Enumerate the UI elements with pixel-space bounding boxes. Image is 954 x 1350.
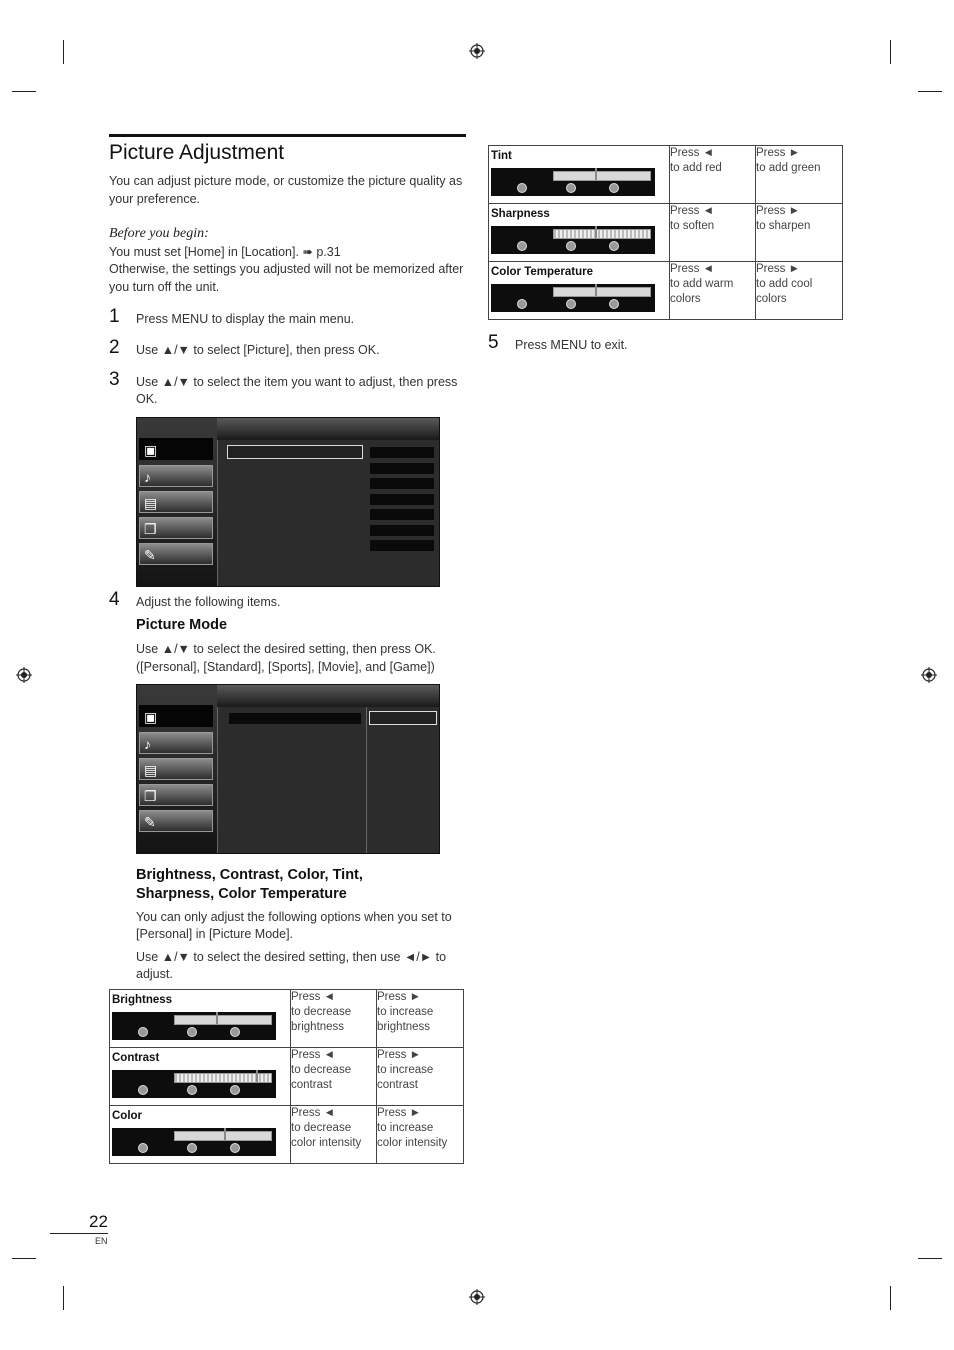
- menu-topbar: [217, 685, 439, 707]
- registration-mark-icon: [469, 1289, 485, 1305]
- sound-icon[interactable]: ♪: [139, 465, 213, 487]
- slider-marker: [224, 1128, 226, 1140]
- increase-instruction: Press ► to increase brightness: [377, 990, 464, 1048]
- slider-bar: [112, 1012, 276, 1040]
- setting-cell: [489, 204, 670, 262]
- menu-divider: [217, 440, 218, 586]
- menu-value-slot: [370, 478, 434, 489]
- menu-value-slot: [370, 540, 434, 551]
- step-number: 4: [109, 589, 120, 610]
- left-button-icon: [517, 183, 527, 193]
- slider-track: [174, 1131, 272, 1141]
- decrease-instruction: Press ◄ to decrease contrast: [291, 1048, 377, 1106]
- decrease-instruction: Press ◄ to decrease color intensity: [291, 1106, 377, 1164]
- before-label: Before you begin:: [109, 226, 209, 241]
- table-row: [489, 204, 843, 262]
- step-text: Use ▲/▼ to select the item you want to adjust, then press OK.: [136, 375, 458, 406]
- picture-mode-heading: Picture Mode: [136, 617, 228, 633]
- table-row: [110, 1048, 464, 1106]
- menu-selected-row[interactable]: [229, 713, 361, 724]
- increase-instruction: Press ► to increase contrast: [377, 1048, 464, 1106]
- left-button-icon: [517, 299, 527, 309]
- picture-icon[interactable]: ▣: [139, 438, 213, 460]
- slider-bar: [112, 1128, 276, 1156]
- slider-bar: [112, 1070, 276, 1098]
- menu-divider: [217, 707, 218, 853]
- setting-cell: [110, 1106, 291, 1164]
- right-button-icon: [230, 1143, 240, 1153]
- right-button-icon: [609, 183, 619, 193]
- adjustment-table-left: [109, 989, 464, 1164]
- ok-button-icon: [187, 1143, 197, 1153]
- increase-instruction: Press ► to increase color intensity: [377, 1106, 464, 1164]
- adjust-text-1: You can only adjust the following options when you set to [Personal] in [Picture Mode].: [136, 910, 452, 941]
- crop-mark: [12, 91, 36, 92]
- setting-cell: [489, 262, 670, 320]
- slider-marker: [216, 1012, 218, 1024]
- right-button-icon: [609, 241, 619, 251]
- menu-value-slot: [370, 494, 434, 505]
- crop-mark: [12, 1258, 36, 1259]
- left-button-icon: [138, 1143, 148, 1153]
- setup-icon[interactable]: ▤: [139, 491, 213, 513]
- setting-cell: [110, 1048, 291, 1106]
- increase-instruction: Press ► to add green: [756, 146, 843, 204]
- picture-mode-text: Use ▲/▼ to select the desired setting, then press OK. ([Personal], [Standard], [Sports], [Movie], and [Game]): [136, 642, 436, 674]
- slider-marker: [595, 226, 597, 238]
- decrease-instruction: Press ◄ to add warm colors: [670, 262, 756, 320]
- slider-marker: [595, 168, 597, 180]
- menu-highlight[interactable]: [227, 445, 363, 459]
- ok-button-icon: [566, 241, 576, 251]
- setup-icon[interactable]: ▤: [139, 758, 213, 780]
- step-text: Press MENU to exit.: [515, 338, 628, 352]
- page-title: Picture Adjustment: [109, 141, 285, 164]
- language-icon[interactable]: ✎: [139, 810, 213, 832]
- menu-screen-picture-mode: [136, 684, 440, 854]
- crop-mark: [918, 91, 942, 92]
- registration-mark-icon: [469, 43, 485, 59]
- increase-instruction: Press ► to sharpen: [756, 204, 843, 262]
- crop-mark: [918, 1258, 942, 1259]
- menu-topbar: [217, 418, 439, 440]
- left-button-icon: [138, 1027, 148, 1037]
- slider-track: [553, 287, 651, 297]
- slider-track: [553, 171, 651, 181]
- registration-mark-icon: [16, 667, 32, 683]
- decrease-instruction: Press ◄ to decrease brightness: [291, 990, 377, 1048]
- setting-name: Color: [112, 1110, 143, 1122]
- features-icon[interactable]: ❐: [139, 517, 213, 539]
- left-button-icon: [517, 241, 527, 251]
- ok-button-icon: [187, 1027, 197, 1037]
- slider-bar: [491, 284, 655, 312]
- step-text: Press MENU to display the main menu.: [136, 312, 355, 326]
- before-line-1: You must set [Home] in [Location]. ➠ p.31: [109, 245, 341, 259]
- step-number: 3: [109, 369, 120, 390]
- adjust-heading: Brightness, Contrast, Color, Tint, Sharpness, Color Temperature: [136, 867, 363, 902]
- setting-cell: [110, 990, 291, 1048]
- title-rule: [109, 134, 466, 137]
- sound-icon[interactable]: ♪: [139, 732, 213, 754]
- step-number: 2: [109, 337, 120, 358]
- step-text: Adjust the following items.: [136, 595, 281, 609]
- menu-value-slot: [370, 525, 434, 536]
- menu-value-slot: [370, 509, 434, 520]
- crop-mark: [63, 1286, 64, 1310]
- setting-name: Contrast: [112, 1052, 160, 1064]
- table-row: [110, 1106, 464, 1164]
- features-icon[interactable]: ❐: [139, 784, 213, 806]
- right-button-icon: [230, 1027, 240, 1037]
- table-row: [489, 262, 843, 320]
- slider-marker: [256, 1070, 258, 1082]
- crop-mark: [890, 1286, 891, 1310]
- setting-name: Color Temperature: [491, 266, 594, 278]
- before-line-2: Otherwise, the settings you adjusted will not be memorized after you turn off the unit.: [109, 262, 464, 294]
- picture-icon[interactable]: ▣: [139, 705, 213, 727]
- step-number: 5: [488, 332, 499, 353]
- registration-mark-icon: [921, 667, 937, 683]
- right-button-icon: [230, 1085, 240, 1095]
- adjust-text-2: Use ▲/▼ to select the desired setting, then use ◄/► to adjust.: [136, 950, 447, 981]
- page-number-rule: [50, 1233, 108, 1234]
- language-code: EN: [95, 1236, 108, 1246]
- table-row: [110, 990, 464, 1048]
- intro-text: You can adjust picture mode, or customize the picture quality as your preference.: [109, 174, 463, 206]
- menu-highlight[interactable]: [369, 711, 437, 725]
- decrease-instruction: Press ◄ to soften: [670, 204, 756, 262]
- adjustment-table-right: [488, 145, 843, 320]
- ok-button-icon: [187, 1085, 197, 1095]
- page-number: 22: [89, 1212, 108, 1231]
- increase-instruction: Press ► to add cool colors: [756, 262, 843, 320]
- setting-cell: [489, 146, 670, 204]
- slider-track: [174, 1015, 272, 1025]
- menu-value-slot: [370, 447, 434, 458]
- menu-value-slot: [370, 463, 434, 474]
- menu-divider-2: [366, 707, 367, 853]
- left-button-icon: [138, 1085, 148, 1095]
- ok-button-icon: [566, 183, 576, 193]
- right-button-icon: [609, 299, 619, 309]
- crop-mark: [890, 40, 891, 64]
- slider-bar: [491, 168, 655, 196]
- table-row: [489, 146, 843, 204]
- step-text: Use ▲/▼ to select [Picture], then press OK.: [136, 343, 380, 357]
- crop-mark: [63, 40, 64, 64]
- slider-bar: [491, 226, 655, 254]
- slider-marker: [595, 284, 597, 296]
- language-icon[interactable]: ✎: [139, 543, 213, 565]
- slider-track: [553, 229, 651, 239]
- step-number: 1: [109, 306, 120, 327]
- setting-name: Brightness: [112, 994, 173, 1006]
- setting-name: Sharpness: [491, 208, 550, 220]
- setting-name: Tint: [491, 150, 512, 162]
- ok-button-icon: [566, 299, 576, 309]
- menu-screen-picture: [136, 417, 440, 587]
- decrease-instruction: Press ◄ to add red: [670, 146, 756, 204]
